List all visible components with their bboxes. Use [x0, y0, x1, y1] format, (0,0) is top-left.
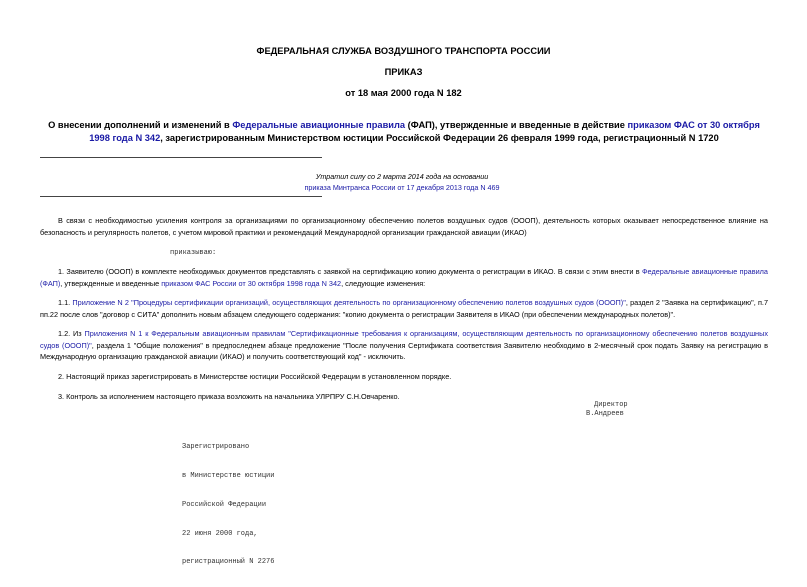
- item-1-2-text-a: 1.2. Из: [58, 329, 85, 338]
- title-link-fap[interactable]: Федеральные авиационные правила: [232, 120, 406, 130]
- item-1-1-link-appendix-2[interactable]: Приложение N 2 "Процедуры сертификации организаций, осуществляющих деятельность по организационному обеспечению полетов воздушных судов (ОООП)": [72, 298, 626, 307]
- item-1-2-text-b: , раздела 1 "Общие положения" в предпоследнем абзаце предложение "После получения Сертификата соответствия Заявителю необходимо в 2-месячный срок подать Заявку на регистрацию в Международную организацию гражданской авиации (ИКАО) и получить соответствующий код" - исключить.: [40, 340, 769, 362]
- signature-position: Директор: [594, 401, 628, 409]
- title-text-3: , зарегистрированным Министерством юстиции Российской Федерации 26 февраля 1999 года, регистрационный N 1720: [160, 133, 719, 143]
- item-3-paragraph: 3. Контроль за исполнением настоящего приказа возложить на начальника УЛРПРУ С.Н.Овчаренко.: [58, 392, 400, 401]
- item-1-2-paragraph: [40, 328, 768, 363]
- registration-line-3: Российской Федерации: [182, 500, 267, 509]
- item-1-text-a: 1. Заявителю (ОООП) в комплекте необходимых документов представлять с заявкой на сертификацию копию документа о регистрации в ИКАО. В связи с этим внести в: [58, 267, 642, 276]
- divider-top: [40, 157, 322, 158]
- registration-line-4: 22 июня 2000 года,: [182, 529, 258, 538]
- item-1-text-c: , следующие изменения:: [341, 278, 426, 288]
- repeal-notice: Утратил силу со 2 марта 2014 года на основании: [315, 172, 489, 181]
- agency-heading: ФЕДЕРАЛЬНАЯ СЛУЖБА ВОЗДУШНОГО ТРАНСПОРТА РОССИИ: [256, 46, 551, 56]
- registration-line-2: в Министерстве юстиции: [182, 471, 275, 480]
- title-text-2: (ФАП), утвержденные и введенные в действие: [405, 120, 628, 130]
- item-1-1-text-a: 1.1.: [58, 298, 73, 307]
- signature-name: В.Андреев: [586, 410, 624, 418]
- title-text-1: О внесении дополнений и изменений в: [48, 120, 233, 130]
- item-1-1-paragraph: [40, 297, 768, 320]
- item-1-text-b: , утвержденные и введенные: [60, 278, 162, 288]
- repeal-notice-link-line: [182, 183, 622, 192]
- registration-line-5: регистрационный N 2276: [182, 558, 275, 567]
- item-1-link-fap[interactable]: Федеральные авиационные правила (ФАП): [40, 267, 768, 288]
- date-number-heading: от 18 мая 2000 года N 182: [345, 88, 462, 98]
- divider-bottom: [40, 196, 322, 197]
- intro-paragraph: В связи с необходимостью усиления контроля за организациями по организационному обеспечению полетов воздушных судов (ОООП), деятельность которых оказывает непосредственное влияние на безопасность и регулярность полетов, с учетом мировой практики и рекомендаций Международной организации гражданской авиации (ИКАО): [40, 216, 768, 237]
- doc-type-heading: ПРИКАЗ: [384, 67, 423, 77]
- item-2-paragraph: 2. Настоящий приказ зарегистрировать в Министерстве юстиции Российской Федерации в установленном порядке.: [58, 372, 452, 381]
- item-1-2-link-appendix-1[interactable]: Приложения N 1 к Федеральным авиационным правилам "Сертификационные требования к организациям, осуществляющим деятельность по организационному обеспечению полетов воздушных судов (ОООП)": [40, 329, 768, 350]
- item-1-link-order[interactable]: приказом ФАС России от 30 октября 1998 года N 342: [161, 278, 342, 288]
- repeal-order-link[interactable]: приказа Минтранса России от 17 декабря 2013 года N 469: [304, 183, 500, 192]
- title-link-order-342[interactable]: приказом ФАС от 30 октября 1998 года N 342: [89, 120, 760, 143]
- registration-line-1: Зарегистрировано: [182, 443, 250, 452]
- order-word: приказываю:: [170, 249, 217, 257]
- registration-block: [182, 424, 274, 587]
- item-1-paragraph: [40, 266, 768, 289]
- item-1-1-text-b: , раздел 2 "Заявка на сертификацию", п.7 пп.22 после слов "договор с СИТА" дополнить новым абзацем следующего содержания: "копию документа о регистрации Заявителя в ИКАО (при обеспечении международных полетов)".: [40, 298, 769, 319]
- document-title: [40, 119, 768, 145]
